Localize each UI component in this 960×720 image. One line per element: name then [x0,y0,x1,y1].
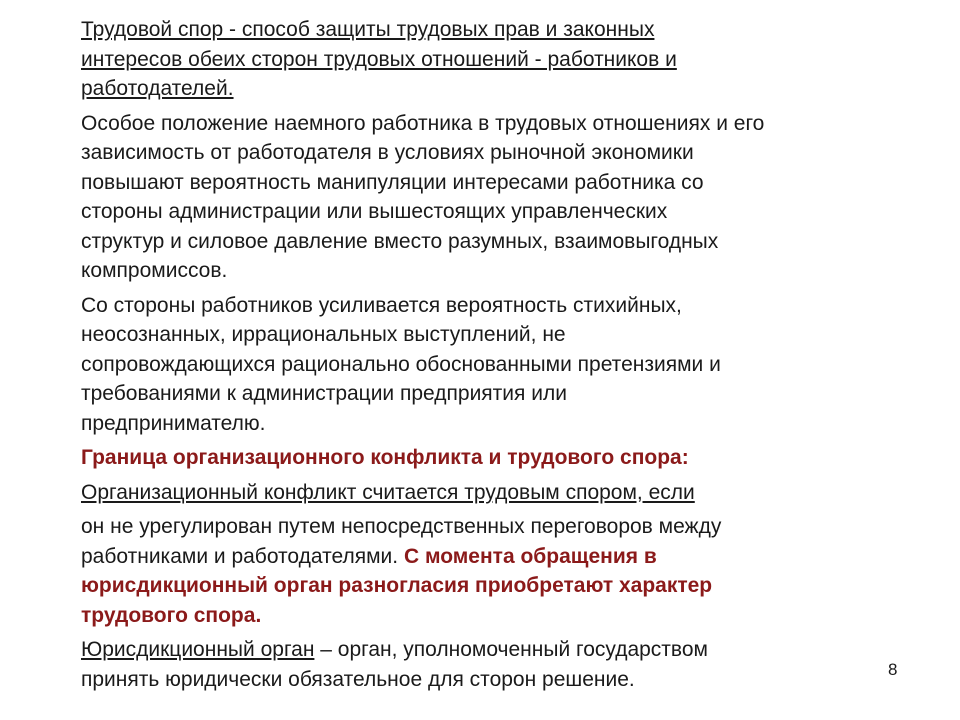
paragraph-jurisdictional-body [81,635,881,694]
text-line: работодателей. [81,77,234,100]
text-line: Со стороны работников усиливается вероятность стихийных, [81,293,682,317]
text-line: зависимость от работодателя в условиях рыночной экономики [81,141,694,164]
emphasis-line: трудового спора. [81,603,262,627]
text-line: структур и силовое давление вместо разумных, взаимовыгодных [81,229,719,253]
underlined-text: Трудовой спор - способ защиты трудовых прав и законных [81,18,655,41]
paragraph-labor-dispute-definition [81,15,881,104]
plain-text: работниками и работодателями. [81,544,404,568]
term-text: Юрисдикционный орган [81,638,315,661]
text-line: Организационный конфликт считается трудовым спором, если [81,480,695,504]
text-line: принять юридически обязательное для сторон решение. [81,667,635,691]
text-line: требованиями к администрации предприятия или [81,382,567,405]
text-line: стороны администрации или вышестоящих управленческих [81,200,668,223]
page-number: 8 [888,660,898,679]
slide-content [81,15,881,699]
paragraph-employee-position [81,109,881,286]
text-line [81,15,881,45]
emphasis-line: юрисдикционный орган разногласия приобретают характер [81,574,713,597]
text-line: интересов обеих сторон трудовых отношений - работников и [81,47,677,71]
emphasis-text: С момента обращения в [403,544,657,568]
text-line: компромиссов. [81,259,228,282]
text-line: повышают вероятность манипуляции интересами работника со [81,170,704,194]
section-heading: Граница организационного конфликта и трудового спора: [81,446,689,469]
text-line [81,635,881,665]
paragraph-boundary-heading [81,443,881,473]
paragraph-negotiation [81,512,881,630]
text-line: предпринимателю. [81,411,266,435]
paragraph-employee-side [81,291,881,439]
text-line [81,542,881,572]
text-line: сопровождающихся рационально обоснованными претензиями и [81,352,721,376]
paragraph-conflict-condition [81,478,881,508]
text-line: неосознанных, иррациональных выступлений, не [81,323,566,346]
text-line: он не урегулирован путем непосредственных переговоров между [81,515,722,538]
text-line: Особое положение наемного работника в трудовых отношениях и его [81,111,765,135]
plain-text: – орган, уполномоченный государством [314,638,708,661]
